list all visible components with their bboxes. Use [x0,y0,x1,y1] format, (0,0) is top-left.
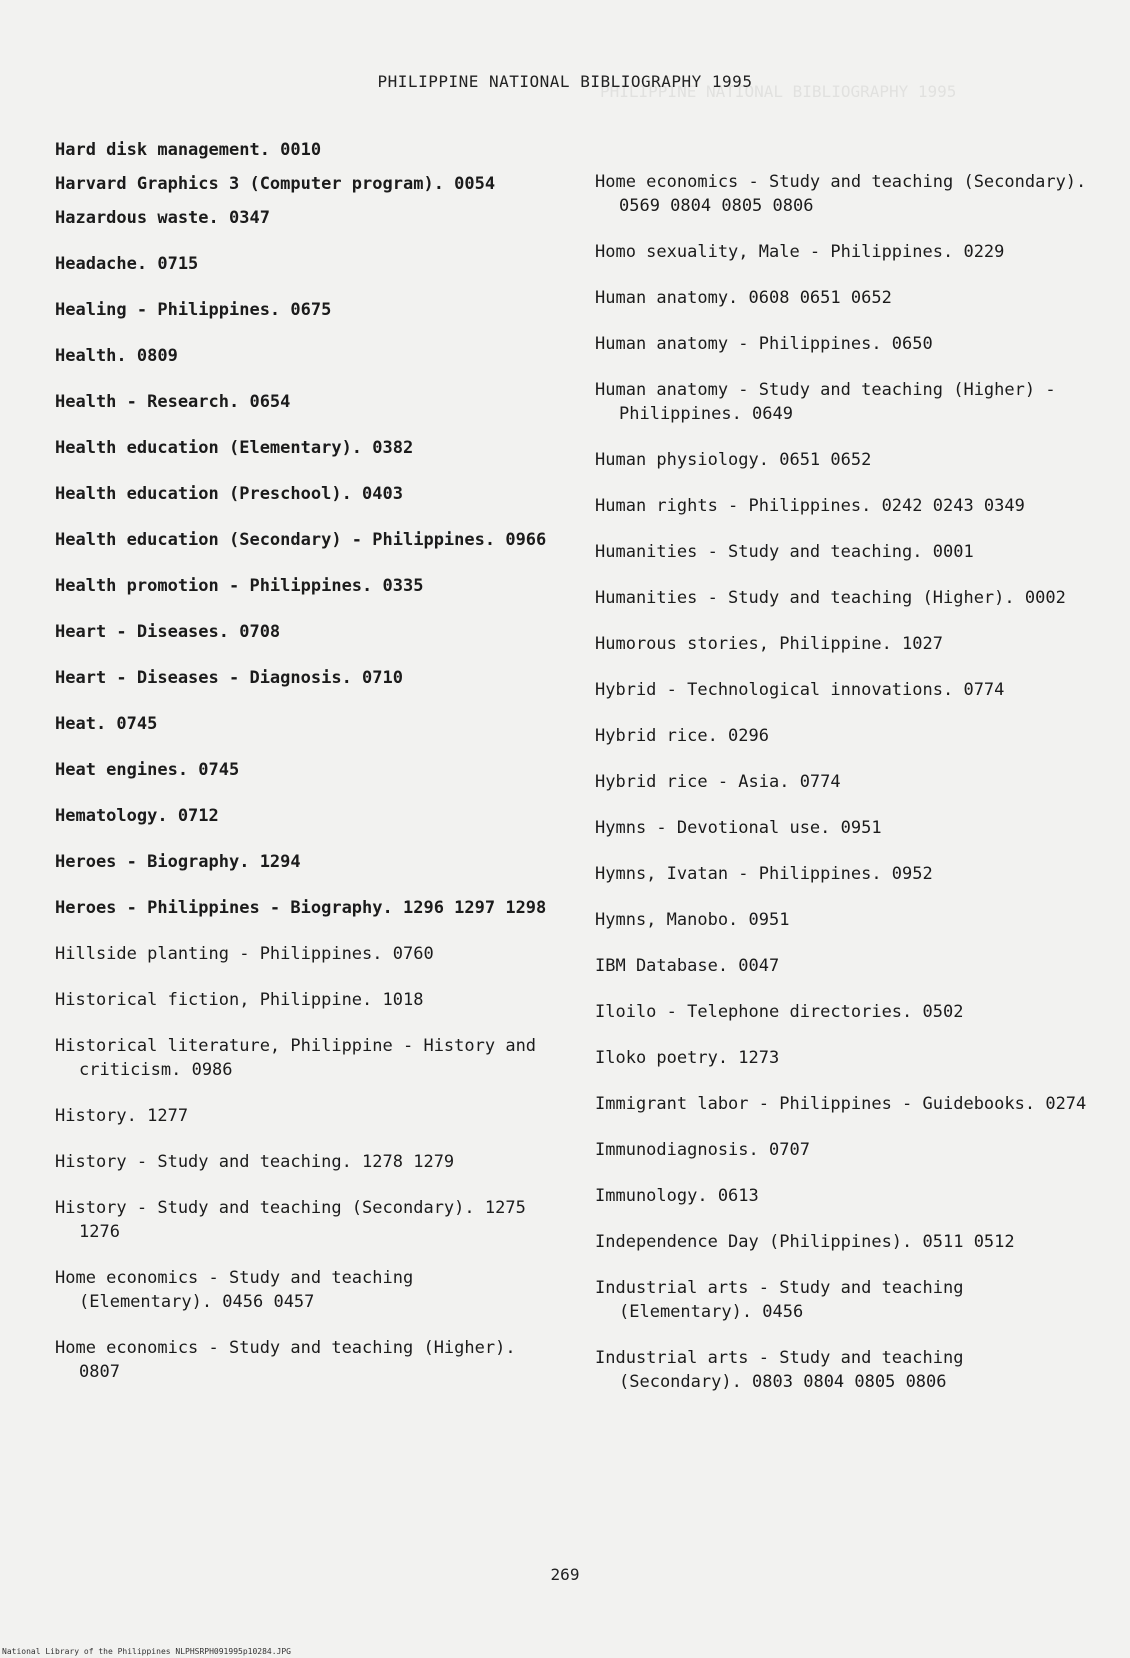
index-entry: Hazardous waste. 0347 [55,208,270,228]
index-entry: Humanities - Study and teaching. 0001 [595,542,974,562]
index-entry: Health education (Elementary). 0382 [55,438,414,458]
page-number: 269 [550,1565,580,1584]
index-entry: Heat engines. 0745 [55,760,240,780]
index-entry: History - Study and teaching. 1278 1279 [55,1152,455,1172]
index-entry: Hillside planting - Philippines. 0760 [55,944,434,964]
index-entry: History. 1277 [55,1106,189,1126]
index-entry: Home economics - Study and teaching (Elementary). 0456 0457 [55,1268,414,1312]
index-entry: Human rights - Philippines. 0242 0243 0349 [595,496,1025,516]
left-column [55,138,555,1384]
index-entry: Heroes - Philippines - Biography. 1296 1297 1298 [55,898,547,918]
index-entry: Health. 0809 [55,346,178,366]
index-entry: IBM Database. 0047 [595,956,780,976]
index-entry: History - Study and teaching (Secondary). 1275 1276 [55,1198,526,1242]
index-entry: Heroes - Biography. 1294 [55,852,301,872]
index-entry: Iloilo - Telephone directories. 0502 [595,1002,964,1022]
scan-credit: National Library of the Philippines NLPHSRPH091995p10284.JPG [2,1647,291,1656]
index-entry: Immunology. 0613 [595,1186,759,1206]
index-entry: Historical fiction, Philippine. 1018 [55,990,424,1010]
index-entry: Harvard Graphics 3 (Computer program). 0054 [55,174,496,194]
index-entry: Immunodiagnosis. 0707 [595,1140,810,1160]
index-entry: Hybrid rice - Asia. 0774 [595,772,841,792]
index-entry: Heat. 0745 [55,714,158,734]
index-entry: Healing - Philippines. 0675 [55,300,332,320]
index-entry: Humorous stories, Philippine. 1027 [595,634,943,654]
bleed-through-texture: PHILIPPINE NATIONAL BIBLIOGRAPHY 1995 [600,82,957,101]
index-entry: Health - Research. 0654 [55,392,291,412]
index-entry: Hymns, Manobo. 0951 [595,910,790,930]
index-entry: Industrial arts - Study and teaching (Elementary). 0456 [595,1278,964,1322]
index-entry: Health promotion - Philippines. 0335 [55,576,424,596]
index-entry: Iloko poetry. 1273 [595,1048,780,1068]
index-entry: Health education (Secondary) - Philippines. 0966 [55,530,547,550]
index-entry: Health education (Preschool). 0403 [55,484,403,504]
index-entry: Immigrant labor - Philippines - Guidebooks. 0274 [595,1094,1087,1114]
page-title: PHILIPPINE NATIONAL BIBLIOGRAPHY 1995 [377,72,753,91]
index-entry: Industrial arts - Study and teaching (Secondary). 0803 0804 0805 0806 [595,1348,964,1392]
index-entry: Hybrid rice. 0296 [595,726,769,746]
index-entry: Hematology. 0712 [55,806,219,826]
index-entry: Headache. 0715 [55,254,199,274]
index-entry: Historical literature, Philippine - History and criticism. 0986 [55,1036,537,1080]
index-entry: Home economics - Study and teaching (Higher). 0807 [55,1338,516,1382]
index-entry: Home economics - Study and teaching (Secondary). 0569 0804 0805 0806 [595,172,1087,216]
index-entry: Human anatomy - Philippines. 0650 [595,334,933,354]
index-entry: Heart - Diseases - Diagnosis. 0710 [55,668,403,688]
index-entry: Human anatomy - Study and teaching (Higher) - Philippines. 0649 [595,380,1056,424]
index-entry: Homo sexuality, Male - Philippines. 0229 [595,242,1005,262]
index-entry: Hymns, Ivatan - Philippines. 0952 [595,864,933,884]
index-entry: Independence Day (Philippines). 0511 0512 [595,1232,1015,1252]
index-entry: Human physiology. 0651 0652 [595,450,872,470]
index-entry: Hard disk management. 0010 [55,140,322,160]
index-entry: Human anatomy. 0608 0651 0652 [595,288,892,308]
index-entry: Hymns - Devotional use. 0951 [595,818,882,838]
index-entry: Humanities - Study and teaching (Higher). 0002 [595,588,1066,608]
index-entry: Heart - Diseases. 0708 [55,622,281,642]
index-entry: Hybrid - Technological innovations. 0774 [595,680,1005,700]
right-column [595,170,1095,1394]
